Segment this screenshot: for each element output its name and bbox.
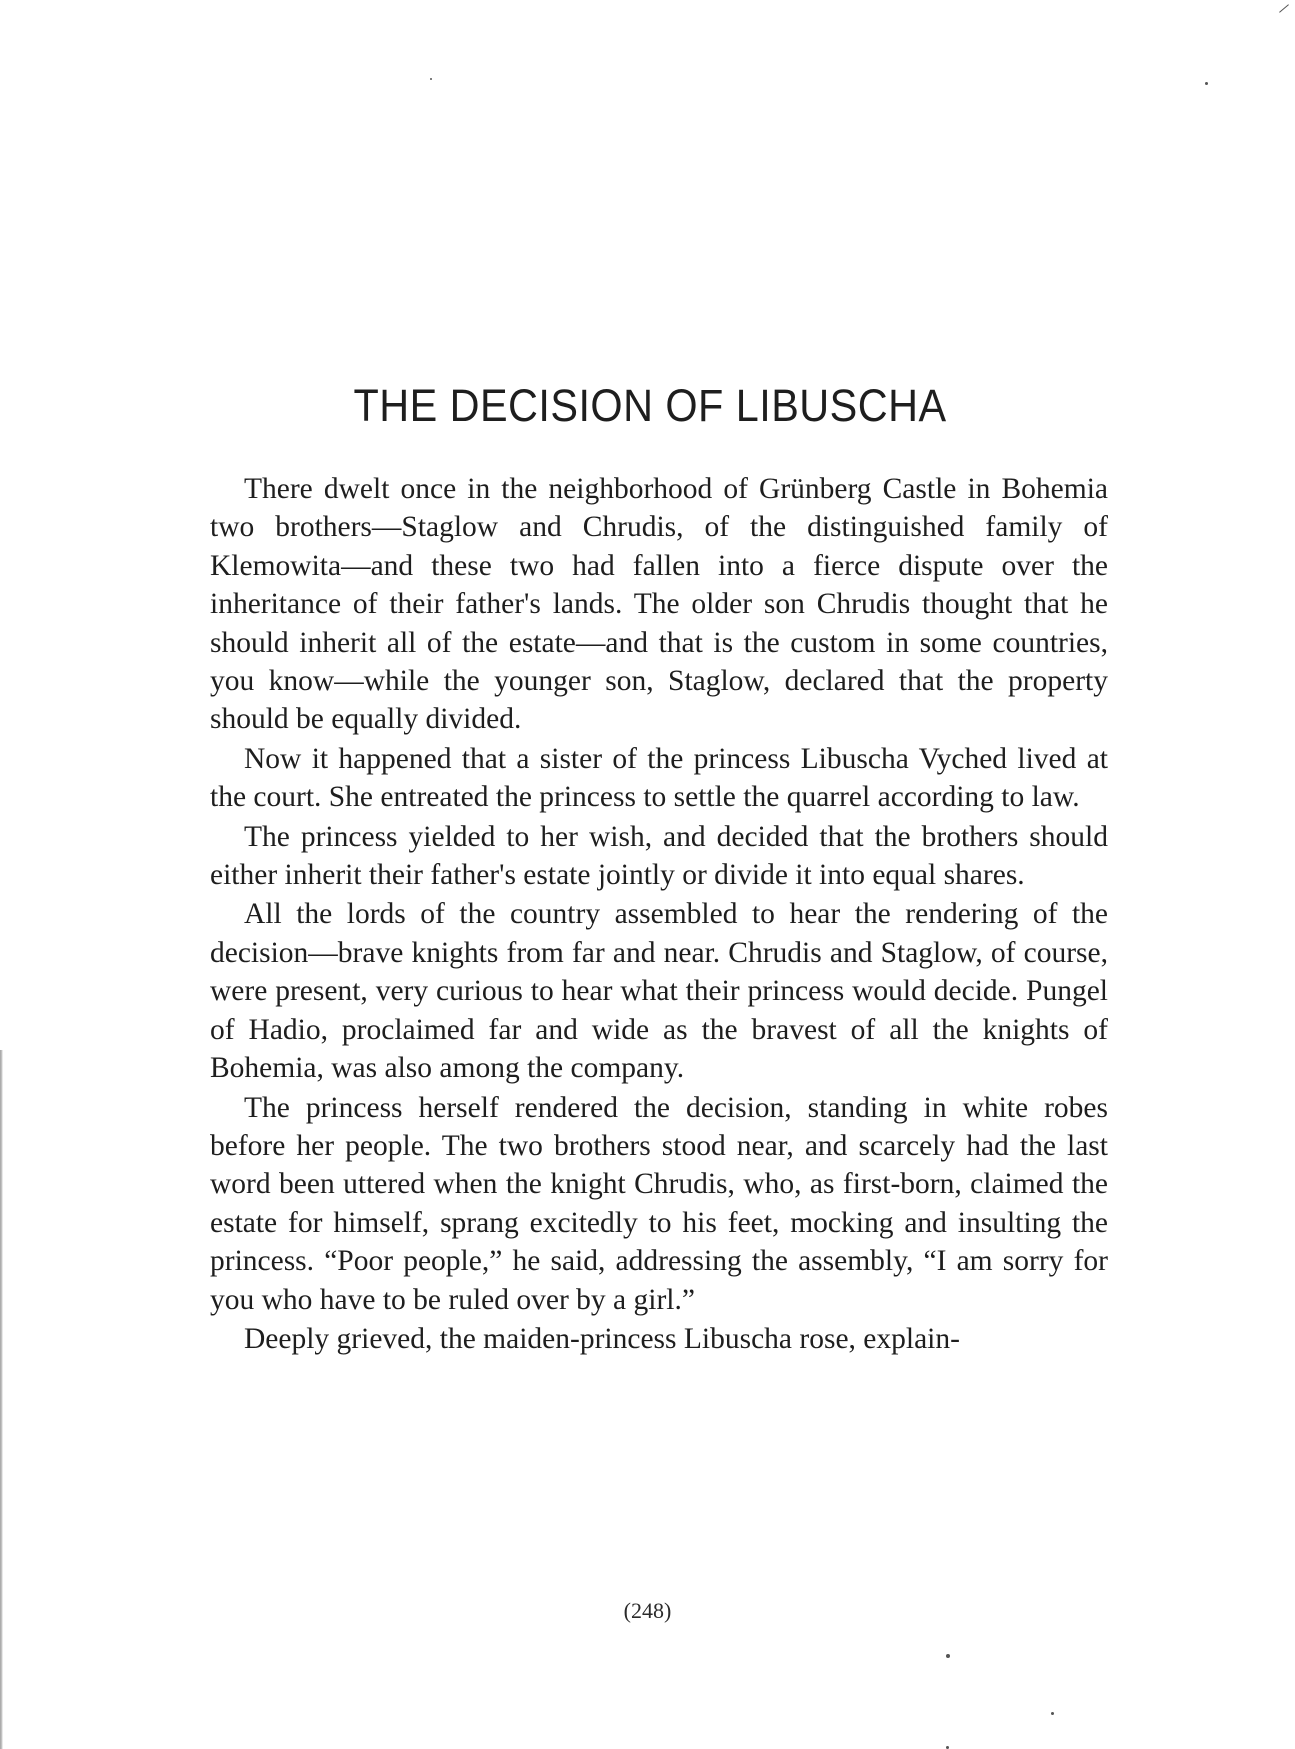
paragraph-1: There dwelt once in the neighborhood of Grünberg Castle in Bohemia two brothers—Staglow and Chrudis, of the distinguished family of Klemowita—and these two had fallen into a fierce dispute over the inheritance of their father's lands. The older son Chrudis thought that he should inherit all of the estate—and that is the custom in some countries, you know—while the younger son, Staglow, declared that the property should be equally divided. (210, 473, 1108, 736)
binding-edge-shadow (0, 1050, 3, 1749)
scan-speck (1279, 4, 1289, 12)
paragraph-2: Now it happened that a sister of the princess Libuscha Vyched lived at the court. She entreated the princess to settle the quarrel according to law. (210, 742, 1108, 814)
body-text (210, 470, 1108, 1359)
paragraph-3: The princess yielded to her wish, and decided that the brothers should either inherit their father's estate jointly or divide it into equal shares. (210, 820, 1108, 892)
chapter-title: THE DECISION OF LIBUSCHA (353, 380, 947, 431)
paragraph-5: The princess herself rendered the decision, standing in white robes before her people. The two brothers stood near, and scarcely had the last word been uttered when the knight Chrudis, who, as first-born, claimed the estate for himself, sprang excitedly to his feet, mocking and insulting the princess. “Poor people,” he said, addressing the assembly, “I am sorry for you who have to be ruled over by a girl.” (210, 1091, 1108, 1316)
scan-speck (1051, 1712, 1054, 1715)
paragraph-4: All the lords of the country assembled to hear the rendering of the decision—brave knights from far and near. Chrudis and Staglow, of course, were present, very curious to hear what their princess would decide. Pungel of Hadio, proclaimed far and wide as the bravest of all the knights of Bohemia, was also among the company. (210, 898, 1108, 1085)
scan-speck (946, 1654, 950, 1658)
page-number: (248) (623, 1598, 672, 1623)
paragraph-6: Deeply grieved, the maiden-princess Libuscha rose, explain- (244, 1322, 960, 1355)
scan-speck (430, 78, 432, 80)
scan-speck (1205, 82, 1208, 85)
